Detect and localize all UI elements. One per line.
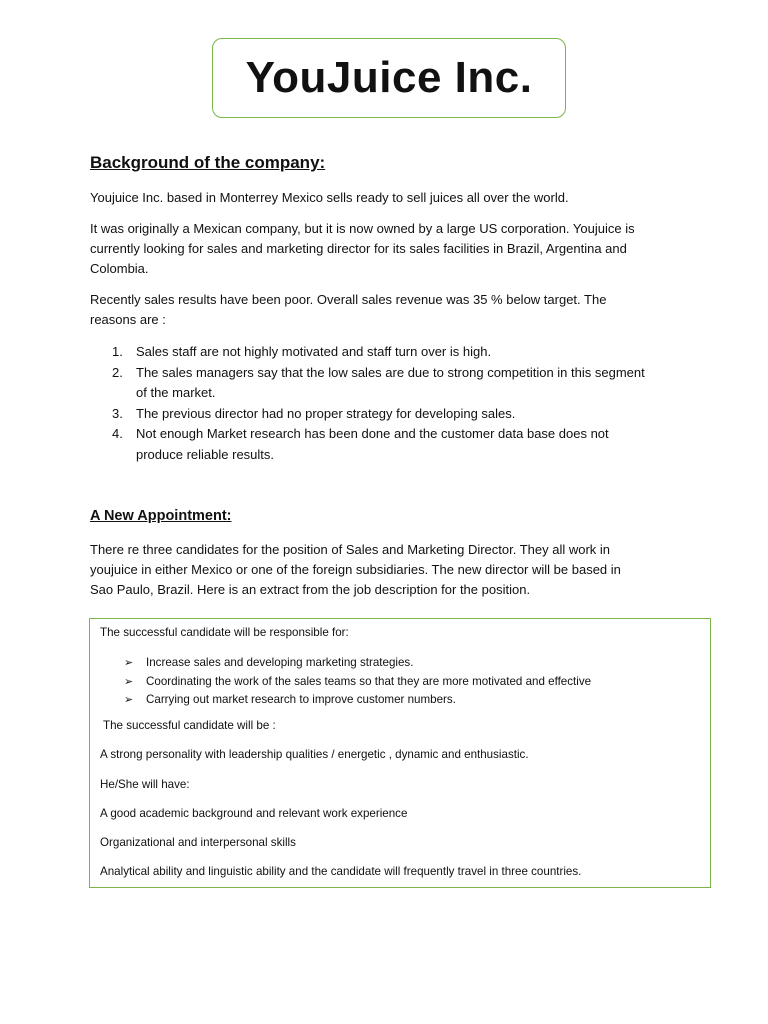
list-item-text: Carrying out market research to improve customer numbers. [146,693,456,706]
paragraph-line: There re three candidates for the position of Sales and Marketing Director. They all work in [90,542,611,557]
list-item [90,363,690,404]
reasons-list [90,342,690,465]
list-item-text: The sales managers say that the low sales are due to strong competition in this segment [136,364,645,380]
appointment-heading: A New Appointment: [90,508,232,524]
list-item [90,404,690,425]
arrow-bullet-icon: ➢ [124,657,134,669]
background-heading: Background of the company: [90,153,326,172]
will-have-label: He/She will have: [100,778,190,791]
background-paragraph-1 [90,188,690,208]
arrow-bullet-icon: ➢ [124,694,134,706]
list-item [90,424,690,465]
list-number: 3. [112,405,123,421]
list-item [124,691,591,710]
paragraph-line: currently looking for sales and marketing director for its sales facilities in Brazil, Argentina and [90,241,627,256]
paragraph-line: youjuice in either Mexico or one of the foreign subsidiaries. The new director will be based in [90,562,621,577]
list-item-text: Increase sales and developing marketing strategies. [146,656,414,669]
list-item-text: Not enough Market research has been done and the customer data base does not [136,426,609,441]
list-number: 1. [112,344,123,359]
responsible-label: The successful candidate will be responsible for: [100,626,349,639]
list-item-text: Coordinating the work of the sales teams so that they are more motivated and effective [146,674,592,688]
arrow-bullet-icon: ➢ [124,675,134,688]
paragraph-line: Recently sales results have been poor. Overall sales revenue was 35 % below target. The [90,292,607,307]
personality-text: A strong personality with leadership qualities / energetic , dynamic and enthusiastic. [100,748,529,761]
list-item [124,673,591,692]
list-number: 4. [112,426,123,441]
responsibilities-list [124,654,591,710]
requirement-text: A good academic background and relevant work experience [100,807,408,820]
paragraph-line: reasons are : [90,312,166,327]
job-description-box [89,618,711,888]
list-item [124,654,591,673]
list-item-text-cont: of the market. [136,385,216,400]
list-item [90,342,690,363]
will-be-label: The successful candidate will be : [100,719,276,732]
list-item-text: Sales staff are not highly motivated and staff turn over is high. [136,344,492,359]
requirement-text: Analytical ability and linguistic ability and the candidate will frequently travel in three countries. [100,865,582,878]
requirement-text: Organizational and interpersonal skills [100,836,296,849]
paragraph-line: Colombia. [90,261,149,276]
appointment-paragraph [90,540,690,600]
list-item-text-cont: produce reliable results. [136,446,275,462]
list-item-text: The previous director had no proper strategy for developing sales. [136,405,516,421]
background-paragraph-2 [90,219,690,279]
document-title: YouJuice Inc. [245,53,533,102]
background-paragraph-3 [90,290,690,330]
title-box [212,38,566,118]
appointment-section [90,508,690,524]
list-number: 2. [112,364,123,380]
paragraph-line: Sao Paulo, Brazil. Here is an extract from the job description for the position. [90,582,531,597]
paragraph-text: Youjuice Inc. based in Monterrey Mexico sells ready to sell juices all over the world. [90,190,569,205]
paragraph-line: It was originally a Mexican company, but it is now owned by a large US corporation. Youjuice is [90,221,635,236]
background-section [90,153,690,173]
